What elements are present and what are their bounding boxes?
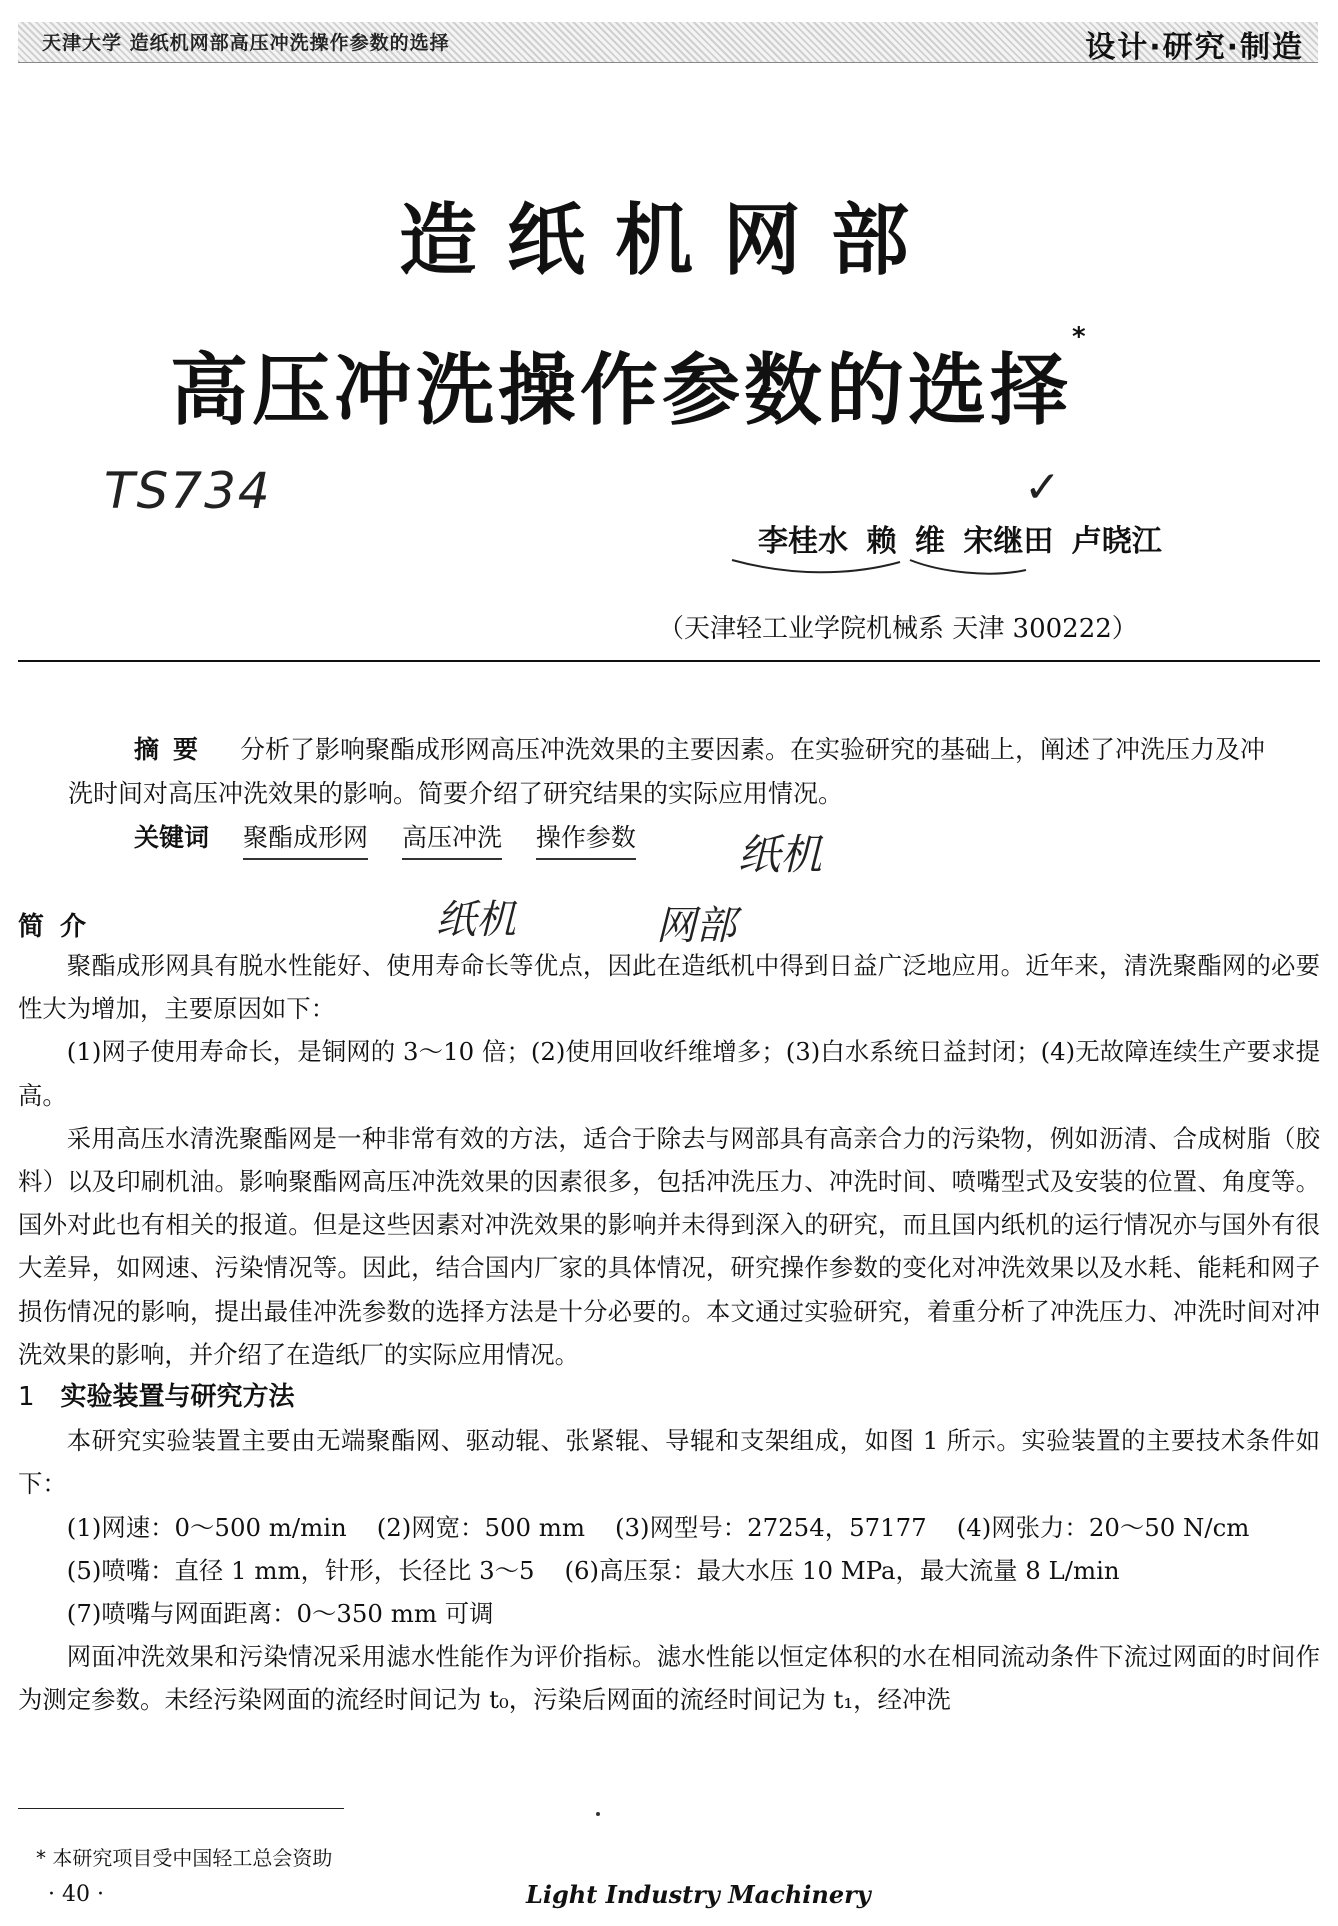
page-number: · 40 · xyxy=(48,1882,104,1907)
running-head: 天津大学 造纸机网部高压冲洗操作参数的选择 xyxy=(42,32,450,54)
section-tag: 设计·研究·制造 xyxy=(1085,30,1304,65)
keywords-label: 关键词 xyxy=(134,823,210,852)
handwritten-note: 纸机 xyxy=(436,897,516,943)
conditions-row xyxy=(18,1506,1320,1549)
condition-item: (1)网速：0～500 m/min xyxy=(66,1512,347,1542)
keyword-item: 聚酯成形网 xyxy=(243,823,368,860)
section-heading xyxy=(18,1376,1320,1419)
handwritten-underline xyxy=(730,548,1030,578)
keywords xyxy=(134,818,662,854)
title-line-2-text: 高压冲洗操作参数的选择 xyxy=(170,346,1073,436)
keyword-item: 操作参数 xyxy=(536,823,636,860)
affiliation: （天津轻工业学院机械系 天津 300222） xyxy=(658,614,1138,644)
journal-name: Light Industry Machinery xyxy=(526,1880,871,1909)
authors: 李桂水 赖 维 宋继田 卢晓江 xyxy=(758,524,1162,559)
paragraph: 网面冲洗效果和污染情况采用滤水性能作为评价指标。滤水性能以恒定体积的水在相同流动条件下流过网面的时间作为测定参数。未经污染网面的流经时间记为 t₀，污染后网面的流经时间记为 t₁，经冲洗 xyxy=(18,1642,1320,1715)
paragraph: 采用高压水清洗聚酯网是一种非常有效的方法，适合于除去与网部具有高亲合力的污染物，例如沥清、合成树脂（胶料）以及印刷机油。影响聚酯网高压冲洗效果的因素很多，包括冲洗压力、冲洗时间、喷嘴型式及安装的位置、角度等。国外对此也有相关的报道。但是这些因素对冲洗效果的影响并未得到深入的研究，而且国内纸机的运行情况亦与国外有很大差异，如网速、污染情况等。因此，结合国内厂家的具体情况，研究操作参数的变化对冲洗效果以及水耗、能耗和网子损伤情况的影响，提出最佳冲洗参数的选择方法是十分必要的。本文通过实验研究，着重分析了冲洗压力、冲洗时间对冲洗效果的影响，并介绍了在造纸厂的实际应用情况。 xyxy=(18,1123,1320,1369)
handwritten-check-mark: ✓ xyxy=(1024,462,1061,513)
footnote: * 本研究项目受中国轻工总会资助 xyxy=(36,1846,333,1870)
handwritten-classification-code: TS734 xyxy=(104,462,272,520)
condition-item: (4)网张力：20～50 N/cm xyxy=(956,1512,1250,1542)
handwritten-note: 网部 xyxy=(656,903,736,949)
conditions-row xyxy=(18,1549,1320,1592)
abstract xyxy=(68,728,1268,816)
condition-item: (5)喷嘴：直径 1 mm，针形，长径比 3～5 xyxy=(66,1555,535,1585)
paragraph: 本研究实验装置主要由无端聚酯网、驱动辊、张紧辊、导辊和支架组成，如图 1 所示。实验装置的主要技术条件如下： xyxy=(18,1426,1320,1499)
abstract-label: 摘要 xyxy=(134,735,213,764)
paragraph: (1)网子使用寿命长，是铜网的 3～10 倍；(2)使用回收纤维增多；(3)白水系统日益封闭；(4)无故障连续生产要求提高。 xyxy=(18,1037,1320,1110)
paragraph: 聚酯成形网具有脱水性能好、使用寿命长等优点，因此在造纸机中得到日益广泛地应用。近年来，清洗聚酯网的必要性大为增加，主要原因如下： xyxy=(18,951,1320,1024)
section-title: 实验装置与研究方法 xyxy=(60,1382,295,1413)
header-rule xyxy=(18,660,1320,662)
title-footnote-mark: * xyxy=(1072,322,1090,352)
condition-item: (6)高压泵：最大水压 10 MPa，最大流量 8 L/min xyxy=(564,1555,1120,1585)
abstract-text: 分析了影响聚酯成形网高压冲洗效果的主要因素。在实验研究的基础上，阐述了冲洗压力及冲洗时间对高压冲洗效果的影响。简要介绍了研究结果的实际应用情况。 xyxy=(68,735,1266,808)
keyword-item: 高压冲洗 xyxy=(402,823,502,860)
condition-item: (7)喷嘴与网面距离：0～350 mm 可调 xyxy=(66,1599,494,1629)
conditions-row xyxy=(18,1592,1320,1635)
condition-item: (3)网型号：27254，57177 xyxy=(615,1512,927,1542)
title-line-1: 造纸机网部 xyxy=(398,196,939,286)
handwritten-note: 纸机 xyxy=(738,830,823,879)
title-line-2 xyxy=(170,322,1090,440)
page-mark xyxy=(596,1812,600,1816)
section-number: 1 xyxy=(18,1382,35,1413)
footnote-rule xyxy=(18,1808,344,1809)
condition-item: (2)网宽：500 mm xyxy=(376,1512,586,1542)
body-text xyxy=(18,944,1320,1722)
section-heading-intro: 简介 xyxy=(18,912,103,942)
